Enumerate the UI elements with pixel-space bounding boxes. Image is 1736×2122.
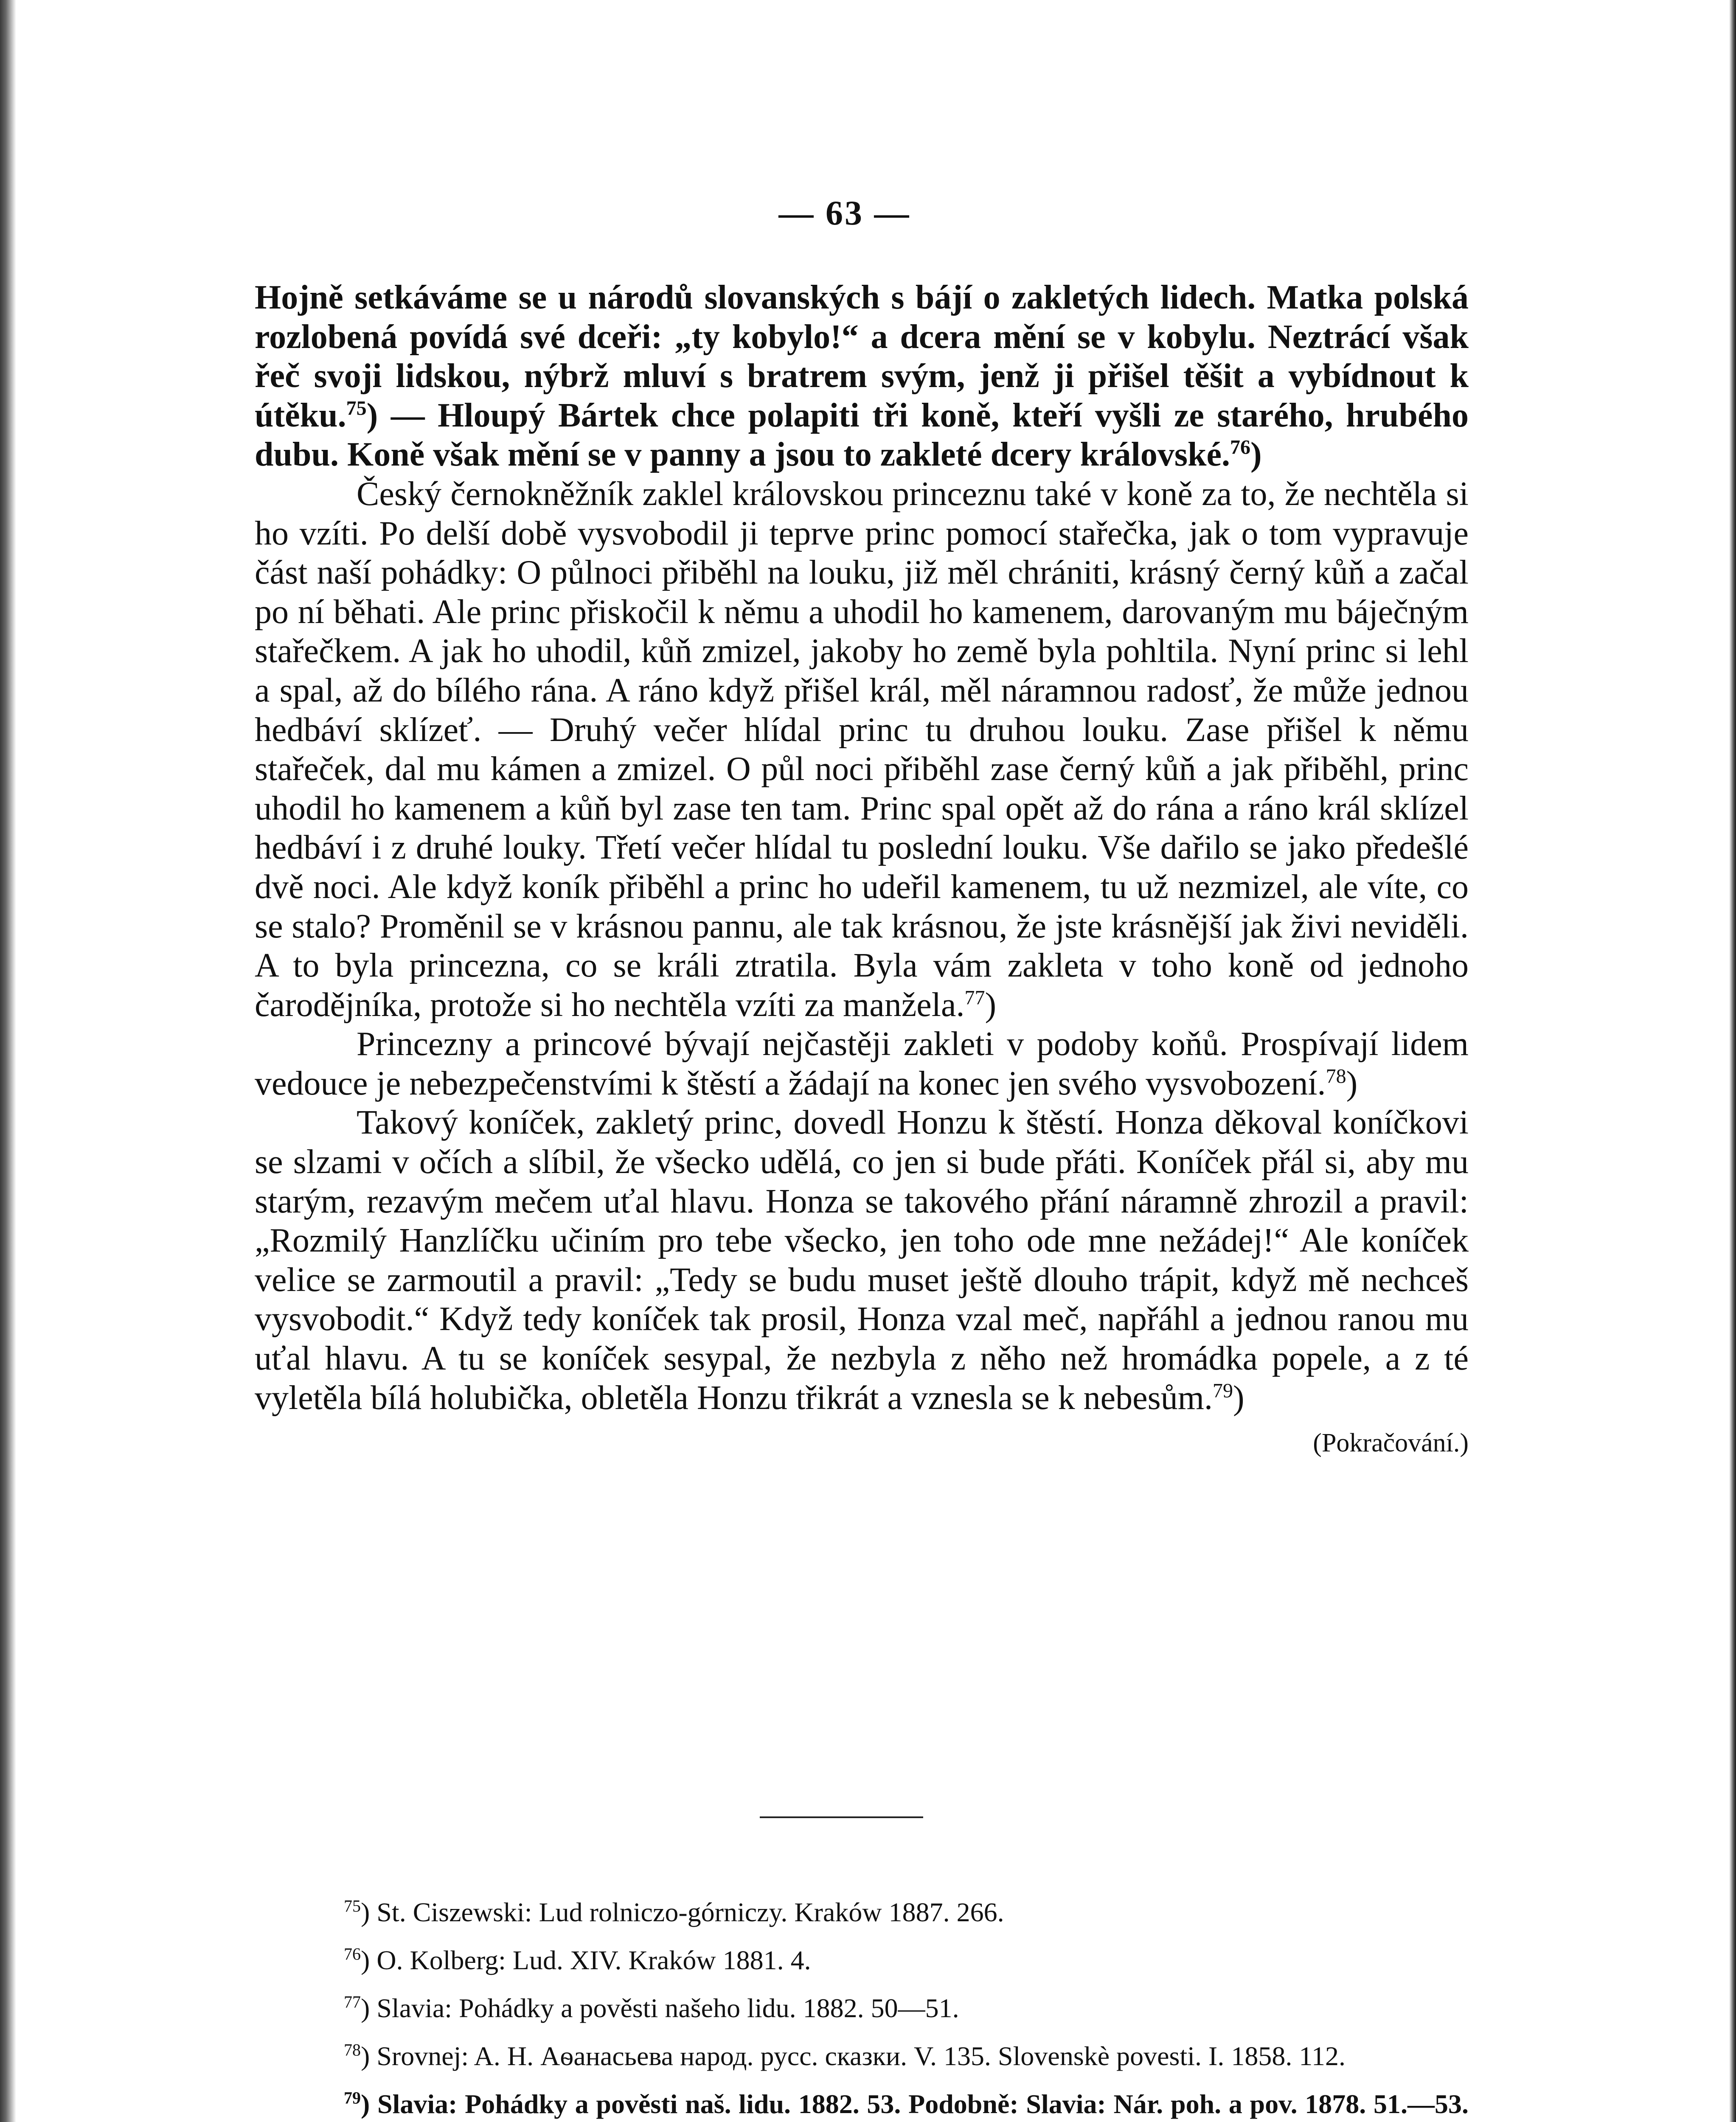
footnote-78 [255, 2039, 1469, 2074]
footnote-mark: 77 [344, 1992, 361, 2012]
footnote-text: ) Slavia: Pohádky a pověsti našeho lidu. 1882. 50—51. [361, 1993, 959, 2023]
paragraph-4 [255, 1103, 1469, 1458]
footnote-text: ) St. Ciszewski: Lud rolniczo-górniczy. Kraków 1887. 266. [361, 1897, 1004, 1927]
footnote-ref: 79 [1213, 1379, 1233, 1402]
text-run: ) [1250, 436, 1262, 474]
footnote-mark: 75 [344, 1896, 361, 1916]
footnote-ref: 78 [1326, 1065, 1346, 1088]
footnote-mark: 79 [344, 2088, 361, 2108]
footnote-mark: 78 [344, 2040, 361, 2060]
footnote-76 [255, 1943, 1469, 1978]
text-run: ) [1346, 1064, 1358, 1102]
footnote-divider [760, 1816, 923, 1818]
text-run: ) [985, 986, 997, 1024]
footnote-79 [255, 2087, 1469, 2122]
footnote-text: ) Slavia: Pohádky a pověsti naš. lidu. 1882. 53. Podobně: Slavia: Nár. poh. a pov. 1878. 51.—53. [361, 2089, 1469, 2119]
footnote-77 [255, 1991, 1469, 2026]
footnote-75 [255, 1895, 1469, 1930]
page-number: — 63 — [778, 194, 911, 232]
body-text [255, 278, 1469, 1463]
text-run: ) [1233, 1379, 1244, 1417]
footnote-ref: 75 [346, 397, 367, 420]
footnotes [255, 1895, 1469, 2122]
paragraph-1 [255, 278, 1469, 474]
text-run: ) — Hloupý Bártek chce polapiti tři koně, kteří vyšli ze starého, hrubého dubu. Koně však mění se v panny a jsou to zakleté dcery královské. [255, 396, 1469, 474]
footnote-ref: 76 [1230, 436, 1250, 459]
footnote-mark: 76 [344, 1944, 361, 1964]
text-run: Český černokněžník zaklel královskou princeznu také v koně za to, že nechtěla si ho vzíti. Po delší době vysvobodil ji teprve princ pomocí stařečka, jak o tom vypravuje část naší pohádky: O půlnoci přiběhl na louku, již měl chrániti, krásný černý kůň a začal po ní běhati. Ale princ přiskočil k němu a uhodil ho kamenem, darovaným mu báječným stařečkem. A jak ho uhodil, kůň zmizel, jakoby ho země byla pohltila. Nyní princ si lehl a spal, až do bílého rána. A ráno když přišel král, měl náramnou radosť, že může jednou hedbáví sklízeť. — Druhý večer hlídal princ tu druhou louku. Zase přišel k němu stařeček, dal mu kámen a zmizel. O půl noci přiběhl zase černý kůň a jak přiběhl, princ uhodil ho kamenem a kůň byl zase ten tam. Princ spal opět až do rána a ráno král sklízel hedbáví i z druhé louky. Třetí večer hlídal tu poslední louku. Vše dařilo se jako předešlé dvě noci. Ale když koník přiběhl a princ ho udeřil kamenem, tu už nezmizel, ale víte, co se stalo? Proměnil se v krásnou pannu, ale tak krásnou, že jste krásnější jak živi neviděli. A to byla princezna, co se králi ztratila. Byla vám zakleta v toho koně od jednoho čarodějníka, protože si ho nechtěla vzíti za manžela. [255, 475, 1469, 1024]
text-run: Takový koníček, zakletý princ, dovedl Honzu k štěstí. Honza děkoval koníčkovi se slzami v očích a slíbil, že všecko udělá, co jen si bude přáti. Koníček přál si, aby mu starým, rezavým mečem uťal hlavu. Honza se takového přání náramně zhrozil a pravil: „Rozmilý Hanzlíčku učiním pro tebe všecko, jen toho ode mne nežádej!“ Ale koníček velice se zarmoutil a pravil: „Tedy se budu muset ještě dlouho trápit, když mě nechceš vysvobodit.“ Když tedy koníček tak prosil, Honza vzal meč, napřáhl a jednou ranou mu uťal hlavu. A tu se koníček sesypal, že nezbyla z něho než hromádka popele, a z té vyletěla bílá holubička, obletěla Honzu třikrát a vznesla se k nebesům. [255, 1104, 1469, 1417]
footnote-ref: 77 [964, 986, 985, 1009]
text-run: Hojně setkáváme se u národů slovanských s bájí o zakletých lidech. Matka polská rozlobená povídá své dceři: „ty kobylo!“ a dcera mění se v kobylu. Neztrácí však řeč svoji lidskou, nýbrž mluví s bratrem svým, jenž ji přišel těšit a vybídnout k útěku. [255, 279, 1469, 434]
text-run: Princezny a princové bývají nejčastěji zakleti v podoby koňů. Prospívají lidem vedouce je nebezpečenstvími k štěstí a žádají na konec jen svého vysvobození. [255, 1025, 1469, 1102]
scan-edge-right [1729, 0, 1736, 2122]
paragraph-2 [255, 474, 1469, 1025]
scan-edge-left [0, 0, 16, 2122]
footnote-text: ) Srovnej: A. H. Аѳанасьева народ. русс. сказки. V. 135. Slovenskè povesti. I. 1858. 112. [361, 2041, 1346, 2071]
continued-note: (Pokračování.) [1313, 1429, 1469, 1458]
footnote-text: ) O. Kolberg: Lud. XIV. Kraków 1881. 4. [361, 1945, 811, 1975]
paragraph-3 [255, 1025, 1469, 1103]
